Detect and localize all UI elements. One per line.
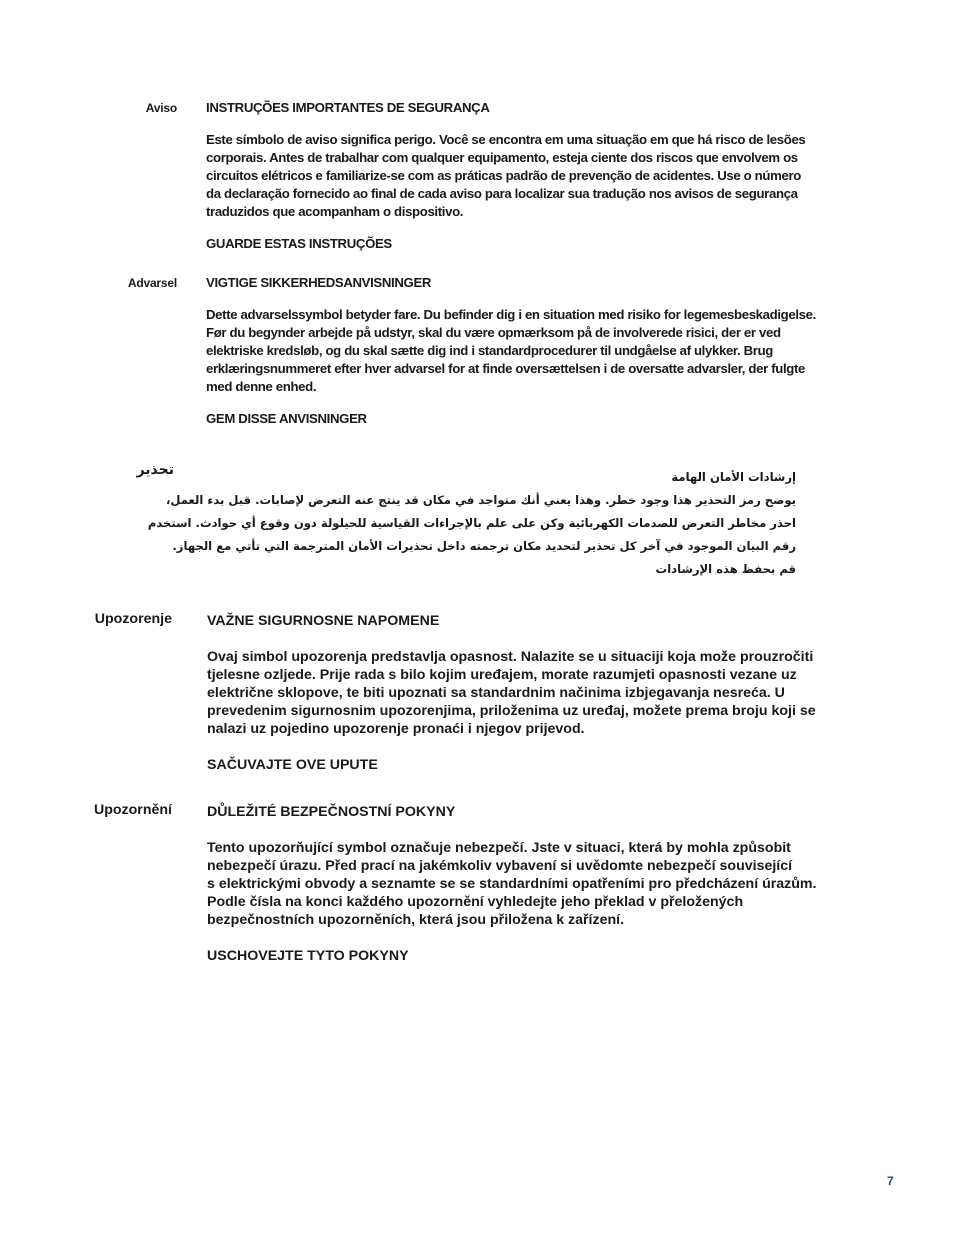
- section-footer: USCHOVEJTE TYTO POKYNY: [207, 948, 409, 964]
- section-body: [206, 306, 896, 396]
- section-croatian: [0, 610, 954, 780]
- body-line: elektriske kredsløb, og du skal sætte dig ind i standardprocedurer til undgåelse af ulykker. Brug: [206, 343, 773, 358]
- arabic-footer: قم بحفظ هذه الإرشادات: [655, 562, 796, 576]
- section-label: Advarsel: [127, 276, 177, 290]
- body-line: traduzidos que acompanham o dispositivo.: [206, 204, 464, 219]
- body-line: Før du begynder arbejde på udstyr, skal du være opmærksom på de involverede risici, der er ved: [206, 325, 781, 340]
- section-czech: [0, 801, 954, 971]
- section-label: تحذير: [136, 462, 174, 478]
- section-content: [207, 803, 897, 965]
- body-line: Tento upozorňující symbol označuje nebezpečí. Jste v situaci, která by mohla způsobit: [207, 840, 791, 856]
- section-content: [206, 274, 896, 428]
- body-line: s elektrickými obvody a seznamte se se standardními opatřeními pro předcházení úrazům.: [207, 876, 817, 892]
- section-label: Aviso: [145, 101, 177, 115]
- arabic-heading: إرشادات الأمان الهامة: [671, 470, 796, 484]
- section-label: Upozorenje: [94, 611, 172, 627]
- section-arabic: [0, 462, 954, 592]
- body-line: circuitos elétricos e familiarize-se com as práticas padrão de prevenção de acidentes. Use o número: [206, 168, 801, 183]
- body-line: da declaração fornecido ao final de cada aviso para localizar sua tradução nos avisos de segurança: [206, 186, 798, 201]
- body-line: Este símbolo de aviso significa perigo. Você se encontra em uma situação em que há risco de lesões: [206, 132, 806, 147]
- section-body: [206, 131, 896, 221]
- body-line: med denne enhed.: [206, 379, 317, 394]
- page-number: 7: [887, 1174, 894, 1188]
- section-body: [207, 648, 897, 738]
- section-heading: INSTRUÇÕES IMPORTANTES DE SEGURANÇA: [206, 100, 490, 115]
- body-line: tjelesne ozljede. Prije rada s bilo kojim uređajem, morate razumjeti opasnosti vezane uz: [207, 667, 797, 683]
- section-footer: GUARDE ESTAS INSTRUÇÕES: [206, 236, 392, 251]
- section-label: Upozornění: [93, 802, 172, 818]
- section-footer: SAČUVAJTE OVE UPUTE: [207, 757, 378, 773]
- body-line: احذر مخاطر التعرض للصدمات الكهربائية وكن على علم بالإجراءات القياسية للحيلولة دون وقوع أي حوادث. استخدم: [147, 516, 796, 530]
- body-line: bezpečnostních upozorněních, která jsou přiložena k zařízení.: [207, 912, 625, 928]
- body-line: corporais. Antes de trabalhar com qualquer equipamento, esteja ciente dos riscos que envolvem os: [206, 150, 798, 165]
- body-line: رقم البيان الموجود في آخر كل تحذير لتحديد مكان ترجمته داخل تحذيرات الأمان المترجمة التي تأتي مع الجهاز.: [172, 539, 796, 553]
- section-content: [206, 99, 896, 253]
- section-heading: VIGTIGE SIKKERHEDSANVISNINGER: [206, 275, 432, 290]
- section-body: [207, 839, 897, 929]
- section-heading: DŮLEŽITÉ BEZPEČNOSTNÍ POKYNY: [207, 804, 456, 820]
- body-line: prevedenim sigurnosnim upozorenjima, priloženima uz uređaj, možete prema broju koji se: [207, 703, 816, 719]
- body-line: Podle čísla na konci každého upozornění vyhledejte jeho překlad v přeložených: [207, 894, 744, 910]
- body-line: يوضح رمز التحذير هذا وجود خطر. وهذا يعني أنك متواجد في مكان قد ينتج عنه التعرض لإصابات. قبل بدء العمل،: [165, 493, 796, 507]
- body-line: električne sklopove, te biti upoznati sa standardnim načinima izbjegavanja nesreća. U: [207, 685, 785, 701]
- section-content: [207, 612, 897, 774]
- section-portuguese: [0, 99, 954, 259]
- body-line: erklæringsnummeret efter hver advarsel for at finde oversættelsen i de oversatte advarsler, der fulgte: [206, 361, 806, 376]
- body-line: nebezpečí úrazu. Před prací na jakémkoliv vybavení si uvědomte nebezpečí související: [207, 858, 793, 874]
- body-line: Dette advarselssymbol betyder fare. Du befinder dig i en situation med risiko for legemesbeskadigelse.: [206, 307, 816, 322]
- body-line: Ovaj simbol upozorenja predstavlja opasnost. Nalazite se u situaciji koja može prouzročiti: [207, 649, 814, 665]
- body-line: nalazi uz pojedino upozorenje pronaći i njegov prijevod.: [207, 721, 585, 737]
- section-danish: [0, 274, 954, 434]
- section-content: [147, 466, 796, 581]
- section-heading: VAŽNE SIGURNOSNE NAPOMENE: [207, 613, 440, 629]
- section-footer: GEM DISSE ANVISNINGER: [206, 411, 367, 426]
